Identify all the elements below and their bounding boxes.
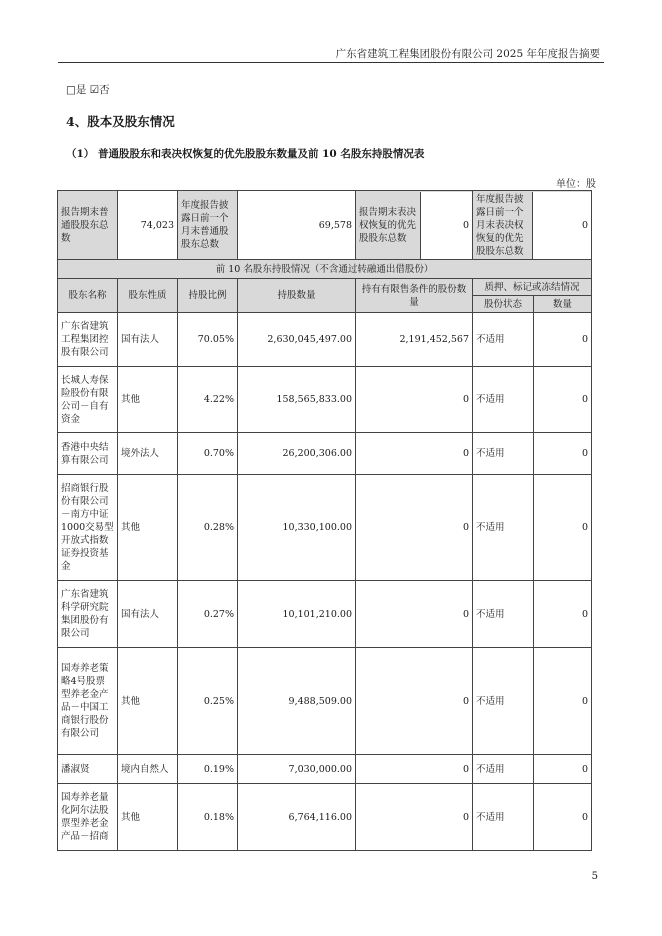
cell-quantity: 9,488,509.00: [238, 648, 356, 755]
cell-qty: 0: [534, 313, 592, 367]
header-row-1: [58, 279, 592, 296]
cell-restricted: 2,191,452,567: [356, 313, 473, 367]
cell-qty: 0: [534, 648, 592, 755]
cell-ratio: 0.18%: [178, 784, 238, 851]
summary-row: [58, 191, 592, 260]
summary-label-3: [356, 191, 473, 260]
summary-value-1: 74,023: [118, 191, 178, 260]
summary-label-3-text: 报告期末表决权恢复的优先股股东总数: [356, 192, 421, 259]
cell-name: 国寿养老策略4号股票型养老金产品－中国工商银行股份有限公司: [58, 648, 118, 755]
table-row: [58, 648, 592, 755]
unit-label: 单位：股: [556, 179, 596, 190]
caption-row: [58, 260, 592, 279]
cell-name: 香港中央结算有限公司: [58, 433, 118, 475]
col-header-ratio: 持股比例: [178, 279, 238, 313]
col-header-pledge-group: 质押、标记或冻结情况: [473, 279, 592, 296]
cell-ratio: 70.05%: [178, 313, 238, 367]
cell-nature: 其他: [118, 367, 178, 433]
col-header-quantity: 持股数量: [238, 279, 356, 313]
cell-nature: 国有法人: [118, 313, 178, 367]
page-header: 广东省建筑工程集团股份有限公司 2025 年年度报告摘要: [335, 48, 600, 60]
cell-quantity: 158,565,833.00: [238, 367, 356, 433]
page-number: 5: [591, 871, 598, 882]
cell-quantity: 10,330,100.00: [238, 475, 356, 581]
table-row: [58, 313, 592, 367]
cell-status: 不适用: [473, 648, 534, 755]
cell-nature: 国有法人: [118, 581, 178, 648]
col-header-restricted: 持有有限售条件的股份数量: [356, 279, 473, 313]
cell-quantity: 26,200,306.00: [238, 433, 356, 475]
summary-label-4-cell: [473, 191, 592, 260]
summary-value-2: 69,578: [238, 191, 356, 260]
cell-nature: 其他: [118, 784, 178, 851]
cell-status: 不适用: [473, 581, 534, 648]
summary-label-2: 年度报告披露日前一个月末普通股股东总数: [178, 191, 238, 260]
cell-restricted: 0: [356, 755, 473, 784]
col-header-nature: 股东性质: [118, 279, 178, 313]
cell-name: 广东省建筑工程集团控股有限公司: [58, 313, 118, 367]
cell-status: 不适用: [473, 367, 534, 433]
shareholder-table: [57, 190, 592, 851]
cell-status: 不适用: [473, 784, 534, 851]
cell-nature: 境内自然人: [118, 755, 178, 784]
cell-name: 长城人寿保险股份有限公司－自有资金: [58, 367, 118, 433]
cell-ratio: 0.19%: [178, 755, 238, 784]
cell-qty: 0: [534, 581, 592, 648]
table-row: [58, 581, 592, 648]
cell-quantity: 7,030,000.00: [238, 755, 356, 784]
table-caption: 前 10 名股东持股情况（不含通过转融通出借股份）: [58, 260, 592, 279]
cell-ratio: 4.22%: [178, 367, 238, 433]
cell-ratio: 0.70%: [178, 433, 238, 475]
summary-label-4: 年度报告披露日前一个月末表决权恢复的优先股股东总数: [473, 192, 533, 259]
cell-restricted: 0: [356, 367, 473, 433]
summary-label-1: 报告期末普通股股东总数: [58, 191, 118, 260]
cell-status: 不适用: [473, 433, 534, 475]
cell-qty: 0: [534, 367, 592, 433]
section-title: 4、股本及股东情况: [66, 114, 175, 129]
cell-name: 招商银行股份有限公司－南方中证1000交易型开放式指数证券投资基金: [58, 475, 118, 581]
cell-status: 不适用: [473, 475, 534, 581]
cell-ratio: 0.25%: [178, 648, 238, 755]
cell-restricted: 0: [356, 648, 473, 755]
cell-restricted: 0: [356, 475, 473, 581]
col-header-pledge-status: 股份状态: [473, 296, 534, 313]
col-header-pledge-qty: 数量: [534, 296, 592, 313]
table-row: [58, 367, 592, 433]
cell-name: 潘淑贤: [58, 755, 118, 784]
cell-name: 国寿养老量化阿尔法股票型养老金产品－招商: [58, 784, 118, 851]
table-row: [58, 755, 592, 784]
table-row: [58, 784, 592, 851]
cell-qty: 0: [534, 475, 592, 581]
cell-name: 广东省建筑科学研究院集团股份有限公司: [58, 581, 118, 648]
col-header-name: 股东名称: [58, 279, 118, 313]
table-row: [58, 433, 592, 475]
cell-qty: 0: [534, 433, 592, 475]
cell-status: 不适用: [473, 313, 534, 367]
summary-value-4: 0: [533, 192, 591, 259]
cell-quantity: 2,630,045,497.00: [238, 313, 356, 367]
cell-nature: 其他: [118, 475, 178, 581]
yes-no-choice: □是 ☑否: [66, 84, 110, 96]
cell-qty: 0: [534, 784, 592, 851]
header-divider: [58, 62, 604, 63]
summary-value-3: 0: [421, 192, 472, 259]
cell-nature: 境外法人: [118, 433, 178, 475]
table-row: [58, 475, 592, 581]
cell-nature: 其他: [118, 648, 178, 755]
cell-quantity: 10,101,210.00: [238, 581, 356, 648]
cell-restricted: 0: [356, 433, 473, 475]
cell-restricted: 0: [356, 784, 473, 851]
cell-ratio: 0.28%: [178, 475, 238, 581]
cell-ratio: 0.27%: [178, 581, 238, 648]
cell-qty: 0: [534, 755, 592, 784]
cell-restricted: 0: [356, 581, 473, 648]
cell-status: 不适用: [473, 755, 534, 784]
subsection-title: （1） 普通股股东和表决权恢复的优先股股东数量及前 10 名股东持股情况表: [66, 148, 425, 160]
cell-quantity: 6,764,116.00: [238, 784, 356, 851]
